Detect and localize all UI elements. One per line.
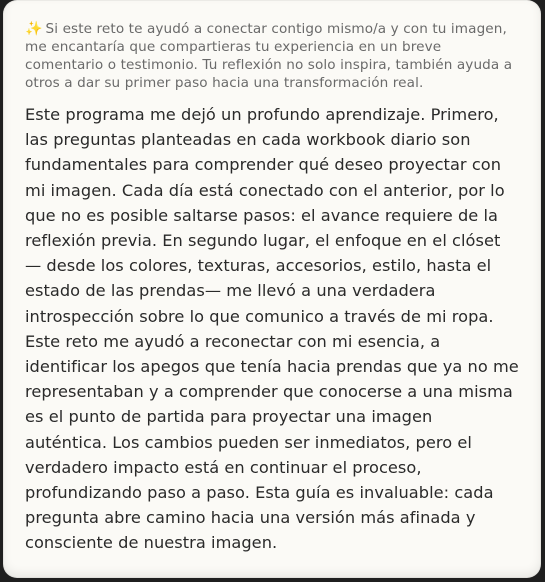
sparkles-icon: ✨ — [25, 21, 43, 37]
intro-text: Si este reto te ayudó a conectar contigo mismo/a y con tu imagen, me encantaría que compartieras tu experiencia en un breve comentario o testimonio. Tu reflexión no solo inspira, también ayuda a otros a dar su primer paso hacia una transformación real. — [25, 21, 513, 91]
testimonial-card — [3, 0, 541, 578]
testimonial-text[interactable]: Este programa me dejó un profundo aprendizaje. Primero, las preguntas planteadas en cada workbook diario son fundamentales para comprender qué deseo proyectar con mi imagen. Cada día está conectado con el anterior, por lo que no es posible saltarse pasos: el avance requiere de la reflexión previa. En segundo lugar, el enfoque en el clóset — desde los colores, texturas, accesorios, estilo, hasta el estado de las prendas— me llevó a una verdadera introspección sobre lo que comunico a través de mi ropa. Este reto me ayudó a reconectar con mi esencia, a identificar los apegos que tenía hacia prendas que ya no me representaban y a comprender que conocerse a una misma es el punto de partida para proyectar una imagen auténtica. Los cambios pueden ser inmediatos, pero el verdadero impacto está en continuar el proceso, profundizando paso a paso. Esta guía es invaluable: cada pregunta abre camino hacia una versión más afinada y consciente de nuestra imagen. — [25, 105, 519, 553]
intro-prompt — [25, 20, 519, 92]
